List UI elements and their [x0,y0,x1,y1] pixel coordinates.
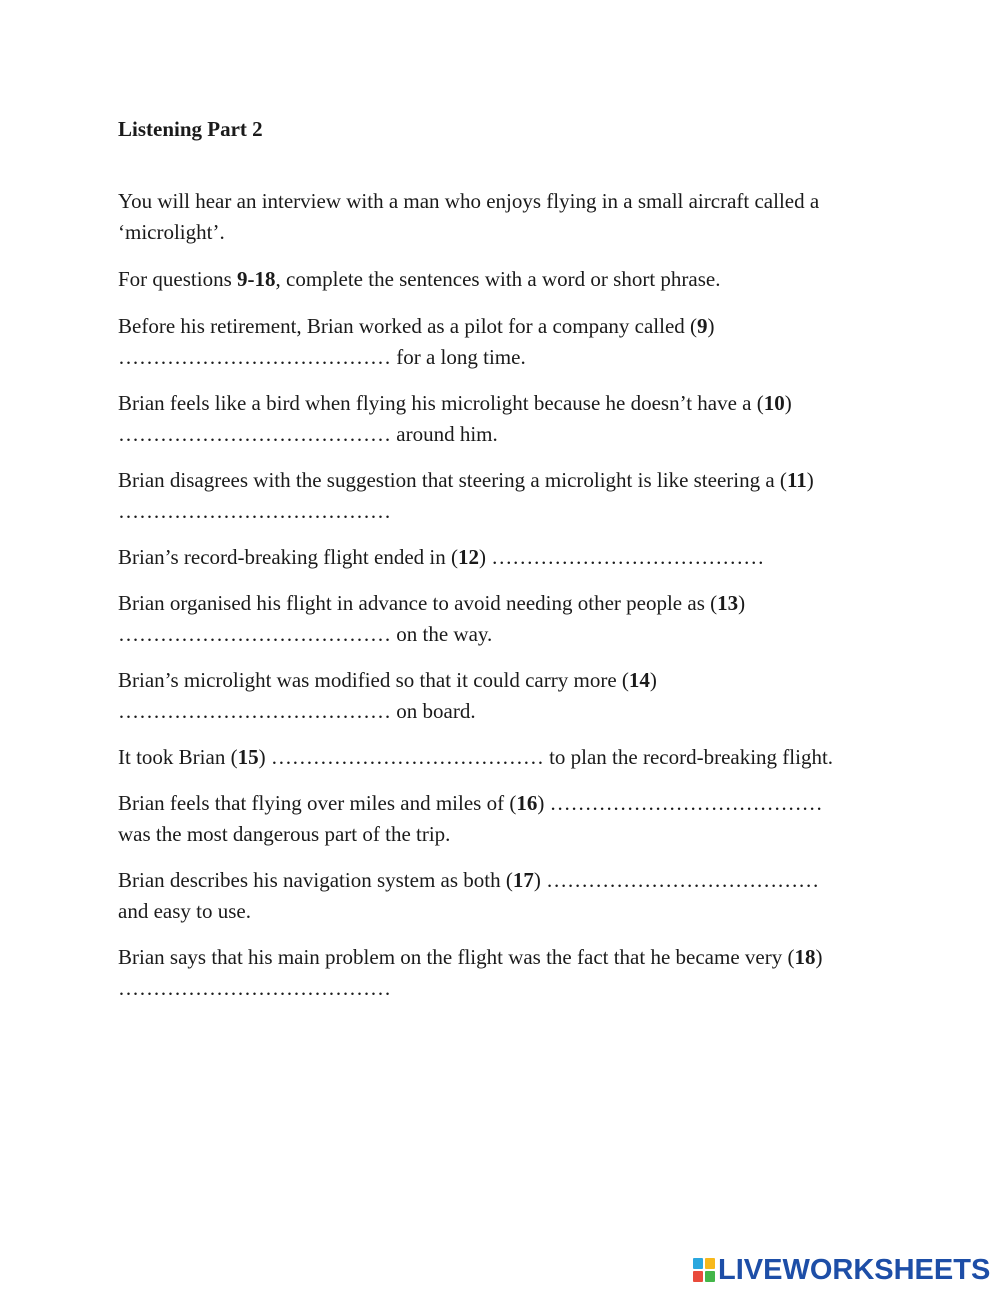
question-text: Brian disagrees with the suggestion that steering a microlight is like steering a ( [118,468,787,492]
answer-blank-18[interactable]: ………………………………… [118,976,391,1000]
instruction-paragraph [118,264,908,295]
answer-blank-17[interactable]: ………………………………… [546,868,820,892]
question-text: Brian describes his navigation system as both ( [118,868,513,892]
question-range: 9-18 [237,267,276,291]
question-12 [118,542,908,573]
answer-blank-13[interactable]: ………………………………… [118,622,391,646]
logo-mark-icon [693,1258,715,1282]
answer-blank-14[interactable]: ………………………………… [118,699,391,723]
question-10 [118,388,908,450]
answer-blank-10[interactable]: ………………………………… [118,422,391,446]
question-text-after: and easy to use. [118,899,251,923]
instruction-text-before: For questions [118,267,238,291]
question-13 [118,588,908,650]
liveworksheets-logo[interactable] [693,1256,990,1284]
question-15 [118,742,908,773]
answer-blank-15[interactable]: ………………………………… [270,745,544,769]
question-text: Brian organised his flight in advance to avoid needing other people as ( [118,591,718,615]
question-17 [118,865,908,927]
worksheet-body [118,186,908,1019]
question-paren: ) [478,545,486,569]
question-text-after: on board. [391,699,476,723]
instruction-text-after: , complete the sentences with a word or short phrase. [275,267,721,291]
question-11 [118,465,908,527]
question-text: Brian’s microlight was modified so that it could carry more ( [118,668,629,692]
question-number: 9 [697,314,708,338]
answer-blank-12[interactable]: ………………………………… [491,545,765,569]
question-text-after: was the most dangerous part of the trip. [118,822,451,846]
question-number: 13 [717,591,739,615]
intro-paragraph: You will hear an interview with a man who enjoys flying in a small aircraft called a ‘microlight’. [118,189,820,244]
question-number: 17 [512,868,534,892]
logo-square-2 [705,1258,715,1269]
answer-blank-11[interactable]: ………………………………… [118,499,391,523]
question-paren: ) [707,314,715,338]
logo-square-4 [705,1271,715,1282]
question-text-after: for a long time. [391,345,526,369]
question-14 [118,665,908,727]
question-text: It took Brian ( [118,745,238,769]
question-text-after: around him. [391,422,498,446]
answer-blank-16[interactable]: ………………………………… [549,791,823,815]
question-number: 12 [457,545,479,569]
question-number: 18 [794,945,816,969]
logo-text: LIVEWORKSHEETS [718,1254,991,1286]
question-number: 10 [763,391,785,415]
question-text: Before his retirement, Brian worked as a pilot for a company called ( [118,314,698,338]
question-number: 16 [516,791,538,815]
question-paren: ) [537,791,545,815]
question-text-after: on the way. [391,622,493,646]
question-number: 15 [237,745,259,769]
answer-blank-9[interactable]: ………………………………… [118,345,391,369]
question-paren: ) [258,745,266,769]
question-text: Brian feels that flying over miles and miles of ( [118,791,517,815]
question-paren: ) [738,591,746,615]
question-paren: ) [784,391,792,415]
question-9 [118,311,908,373]
question-text: Brian says that his main problem on the flight was the fact that he became very ( [118,945,795,969]
question-16 [118,788,908,850]
question-text: Brian’s record-breaking flight ended in ( [118,545,458,569]
question-text-after: to plan the record-breaking flight. [543,745,834,769]
logo-square-3 [693,1271,703,1282]
question-text: Brian feels like a bird when flying his microlight because he doesn’t have a ( [118,391,764,415]
question-number: 14 [628,668,650,692]
question-paren: ) [815,945,823,969]
question-paren: ) [533,868,541,892]
question-18 [118,942,908,1004]
question-paren: ) [649,668,657,692]
page-title: Listening Part 2 [118,117,263,141]
logo-square-1 [693,1258,703,1269]
question-number: 11 [786,468,807,492]
question-paren: ) [806,468,814,492]
